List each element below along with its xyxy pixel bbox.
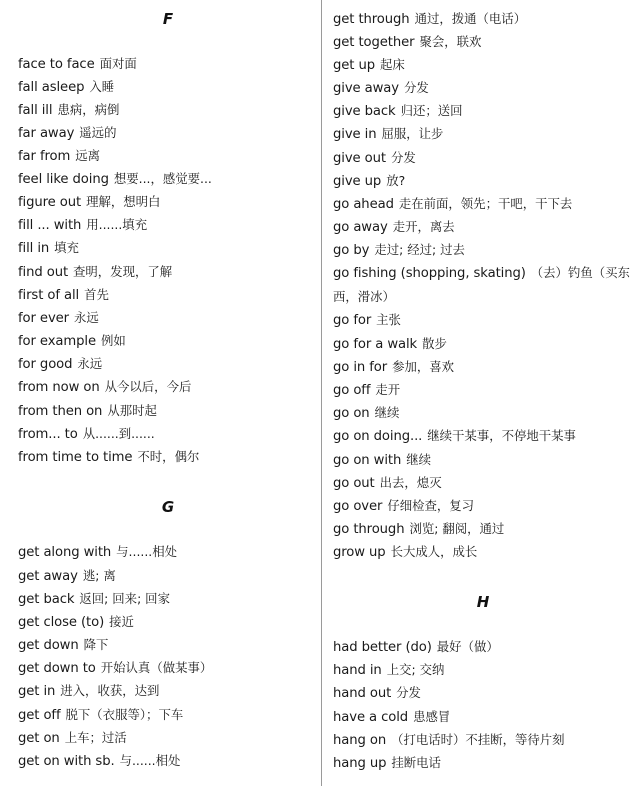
phrase-chinese: 逃; 离 bbox=[82, 568, 116, 583]
phrase-entry bbox=[18, 613, 134, 631]
phrase-english: hang on bbox=[333, 733, 387, 748]
phrase-chinese: 脱下（衣服等）；下车 bbox=[65, 707, 184, 722]
phrase-chinese: 远离 bbox=[75, 148, 101, 163]
phrase-english: get together bbox=[333, 35, 415, 50]
phrase-english: find out bbox=[18, 265, 69, 280]
phrase-chinese: 入睡 bbox=[89, 79, 115, 94]
phrase-entry bbox=[333, 10, 526, 28]
phrase-chinese: 继续干某事，不停地干某事 bbox=[427, 428, 576, 443]
phrase-chinese: （打电话时）不挂断，等待片刻 bbox=[391, 732, 565, 747]
phrase-entry bbox=[18, 567, 116, 585]
phrase-entry bbox=[333, 335, 447, 353]
phrase-entry bbox=[333, 684, 421, 702]
phrase-entry bbox=[18, 193, 160, 211]
phrase-english: get on bbox=[18, 731, 60, 746]
phrase-entry bbox=[18, 590, 170, 608]
phrase-chinese: （去）钓鱼（买东西，滑冰） bbox=[333, 265, 630, 304]
phrase-english: get down bbox=[18, 638, 79, 653]
phrase-entry bbox=[333, 149, 416, 167]
phrase-entry bbox=[18, 752, 180, 770]
phrase-entry bbox=[18, 682, 159, 700]
phrase-entry bbox=[18, 706, 183, 724]
phrase-chinese: 上车；过活 bbox=[64, 730, 127, 745]
section-heading-f: F bbox=[162, 10, 174, 28]
phrase-english: go ahead bbox=[333, 197, 394, 212]
phrase-english: face to face bbox=[18, 57, 95, 72]
phrase-chinese: 仔细检查，复习 bbox=[387, 498, 475, 513]
phrase-entry bbox=[18, 636, 108, 654]
phrase-chinese: 继续 bbox=[406, 452, 432, 467]
phrase-entry bbox=[333, 56, 405, 74]
phrase-chinese: 想要...，感觉要... bbox=[113, 171, 212, 186]
phrase-chinese: 走开，离去 bbox=[392, 219, 455, 234]
section-heading-h: H bbox=[476, 593, 490, 611]
phrase-english: for example bbox=[18, 334, 96, 349]
phrase-english: go off bbox=[333, 383, 371, 398]
phrase-chinese: 长大成人，成长 bbox=[390, 544, 478, 559]
phrase-entry bbox=[18, 543, 177, 561]
phrase-chinese: 接近 bbox=[109, 614, 134, 629]
phrase-english: from time to time bbox=[18, 450, 133, 465]
phrase-chinese: 起床 bbox=[379, 57, 405, 72]
phrase-entry bbox=[333, 381, 400, 399]
phrase-chinese: 面对面 bbox=[99, 56, 137, 71]
phrase-chinese: 从今以后，今后 bbox=[104, 379, 192, 394]
phrase-chinese: 屈服，让步 bbox=[381, 126, 444, 141]
phrase-chinese: 例如 bbox=[101, 333, 126, 348]
phrase-entry bbox=[18, 729, 127, 747]
phrase-entry bbox=[333, 754, 441, 772]
phrase-english: far from bbox=[18, 149, 71, 164]
phrase-entry bbox=[18, 263, 172, 281]
phrase-entry bbox=[333, 661, 444, 679]
phrase-entry bbox=[333, 33, 481, 51]
phrase-entry bbox=[333, 520, 504, 538]
phrase-chinese: 出去，熄灭 bbox=[379, 475, 442, 490]
phrase-english: go out bbox=[333, 476, 375, 491]
phrase-entry bbox=[18, 425, 155, 443]
phrase-entry bbox=[333, 125, 443, 143]
phrase-english: give back bbox=[333, 104, 396, 119]
phrase-english: from then on bbox=[18, 404, 103, 419]
phrase-entry bbox=[18, 286, 109, 304]
phrase-english: go in for bbox=[333, 360, 388, 375]
phrase-english: had better (do) bbox=[333, 640, 432, 655]
phrase-chinese: 挂断电话 bbox=[391, 755, 441, 770]
phrase-chinese: 分发 bbox=[390, 150, 416, 165]
phrase-chinese: 继续 bbox=[374, 405, 400, 420]
phrase-entry bbox=[333, 358, 454, 376]
phrase-english: get up bbox=[333, 58, 375, 73]
phrase-entry bbox=[333, 261, 633, 309]
phrase-chinese: 与......相处 bbox=[116, 544, 177, 559]
phrase-entry bbox=[333, 102, 463, 120]
phrase-english: get down to bbox=[18, 661, 96, 676]
phrase-entry bbox=[333, 708, 450, 726]
phrase-chinese: 永远 bbox=[77, 356, 103, 371]
phrase-chinese: 填充 bbox=[54, 240, 79, 255]
phrase-entry bbox=[18, 124, 116, 142]
phrase-chinese: 查明，发现，了解 bbox=[73, 264, 173, 279]
phrase-chinese: 走在前面，领先；干吧，干下去 bbox=[398, 196, 573, 211]
phrase-entry bbox=[333, 404, 399, 422]
phrase-entry bbox=[333, 474, 442, 492]
phrase-chinese: 进入，收获，达到 bbox=[60, 683, 160, 698]
phrase-english: get along with bbox=[18, 545, 112, 560]
phrase-english: go through bbox=[333, 522, 405, 537]
phrase-english: fall asleep bbox=[18, 80, 85, 95]
phrase-entry bbox=[18, 448, 199, 466]
phrase-entry bbox=[18, 659, 212, 677]
phrase-chinese: 理解，想明白 bbox=[86, 194, 161, 209]
phrase-chinese: 开始认真（做某事） bbox=[100, 660, 213, 675]
phrase-chinese: 通过，拨通（电话） bbox=[414, 11, 527, 26]
phrase-entry bbox=[18, 239, 79, 257]
phrase-entry bbox=[333, 79, 429, 97]
phrase-chinese: 用......填充 bbox=[86, 217, 148, 232]
phrase-english: go fishing (shopping, skating) bbox=[333, 266, 526, 281]
phrase-english: for good bbox=[18, 357, 73, 372]
phrase-english: fill in bbox=[18, 241, 50, 256]
phrase-english: have a cold bbox=[333, 710, 409, 725]
phrase-english: go for a walk bbox=[333, 337, 418, 352]
phrase-chinese: 走过; 经过; 过去 bbox=[374, 242, 465, 257]
phrase-english: go on with bbox=[333, 453, 402, 468]
phrase-entry bbox=[333, 731, 565, 749]
column-divider bbox=[321, 0, 322, 786]
phrase-english: hand out bbox=[333, 686, 392, 701]
phrase-chinese: 最好（做） bbox=[436, 639, 499, 654]
phrase-entry bbox=[333, 451, 431, 469]
phrase-chinese: 分发 bbox=[396, 685, 421, 700]
phrase-english: give up bbox=[333, 174, 382, 189]
phrase-entry bbox=[333, 311, 401, 329]
phrase-entry bbox=[18, 402, 157, 420]
phrase-chinese: 与......相处 bbox=[119, 753, 181, 768]
phrase-english: get away bbox=[18, 569, 78, 584]
phrase-english: for ever bbox=[18, 311, 69, 326]
phrase-english: get on with sb. bbox=[18, 754, 115, 769]
phrase-english: hang up bbox=[333, 756, 387, 771]
phrase-english: get close (to) bbox=[18, 615, 105, 630]
phrase-entry bbox=[18, 309, 99, 327]
phrase-chinese: 患病，病倒 bbox=[57, 102, 120, 117]
phrase-chinese: 走开 bbox=[375, 382, 401, 397]
phrase-english: go over bbox=[333, 499, 383, 514]
phrase-english: go on doing... bbox=[333, 429, 423, 444]
phrase-english: fill ... with bbox=[18, 218, 82, 233]
phrase-chinese: 分发 bbox=[404, 80, 429, 95]
phrase-english: give away bbox=[333, 81, 399, 96]
phrase-entry bbox=[333, 543, 477, 561]
phrase-chinese: 返回; 回来; 回家 bbox=[79, 591, 170, 606]
phrase-english: far away bbox=[18, 126, 75, 141]
phrase-chinese: 归还；送回 bbox=[400, 103, 463, 118]
phrase-chinese: 首先 bbox=[84, 287, 109, 302]
phrase-entry bbox=[333, 427, 576, 445]
phrase-entry bbox=[18, 147, 100, 165]
phrase-english: figure out bbox=[18, 195, 82, 210]
phrase-english: give out bbox=[333, 151, 386, 166]
phrase-english: give in bbox=[333, 127, 377, 142]
phrase-entry bbox=[18, 55, 137, 73]
phrase-chinese: 不时，偶尔 bbox=[137, 449, 200, 464]
phrase-english: feel like doing bbox=[18, 172, 109, 187]
phrase-entry bbox=[18, 332, 126, 350]
phrase-entry bbox=[333, 638, 499, 656]
phrase-entry bbox=[18, 355, 102, 373]
phrase-chinese: 主张 bbox=[376, 312, 401, 327]
section-heading-g: G bbox=[161, 498, 175, 516]
phrase-entry bbox=[18, 78, 114, 96]
phrase-english: grow up bbox=[333, 545, 386, 560]
phrase-entry bbox=[333, 195, 572, 213]
phrase-entry bbox=[333, 241, 465, 259]
phrase-chinese: 患感冒 bbox=[413, 709, 451, 724]
phrase-chinese: 降下 bbox=[83, 637, 109, 652]
phrase-english: go away bbox=[333, 220, 388, 235]
phrase-entry bbox=[333, 218, 455, 236]
phrase-chinese: 参加，喜欢 bbox=[392, 359, 455, 374]
phrase-entry bbox=[333, 497, 474, 515]
phrase-chinese: 散步 bbox=[422, 336, 447, 351]
phrase-chinese: 聚会，联欢 bbox=[419, 34, 482, 49]
phrase-chinese: 从......到...... bbox=[82, 426, 155, 441]
phrase-entry bbox=[18, 378, 191, 396]
phrase-english: fall ill bbox=[18, 103, 53, 118]
phrase-chinese: 放? bbox=[386, 173, 406, 188]
phrase-english: get off bbox=[18, 708, 61, 723]
phrase-english: go on bbox=[333, 406, 370, 421]
phrase-english: go by bbox=[333, 243, 370, 258]
phrase-entry bbox=[333, 172, 405, 190]
phrase-entry bbox=[18, 101, 119, 119]
phrase-english: first of all bbox=[18, 288, 80, 303]
phrase-chinese: 上交; 交纳 bbox=[386, 662, 445, 677]
phrase-english: get back bbox=[18, 592, 75, 607]
phrase-entry bbox=[18, 216, 147, 234]
phrase-english: from now on bbox=[18, 380, 100, 395]
phrase-chinese: 浏览; 翻阅，通过 bbox=[409, 521, 505, 536]
phrase-chinese: 从那时起 bbox=[107, 403, 157, 418]
phrase-entry bbox=[18, 170, 212, 188]
phrase-chinese: 遥远的 bbox=[79, 125, 117, 140]
phrase-chinese: 永远 bbox=[73, 310, 99, 325]
phrase-english: go for bbox=[333, 313, 372, 328]
phrase-english: from... to bbox=[18, 427, 78, 442]
phrase-english: hand in bbox=[333, 663, 382, 678]
phrase-english: get in bbox=[18, 684, 56, 699]
phrase-english: get through bbox=[333, 12, 410, 27]
